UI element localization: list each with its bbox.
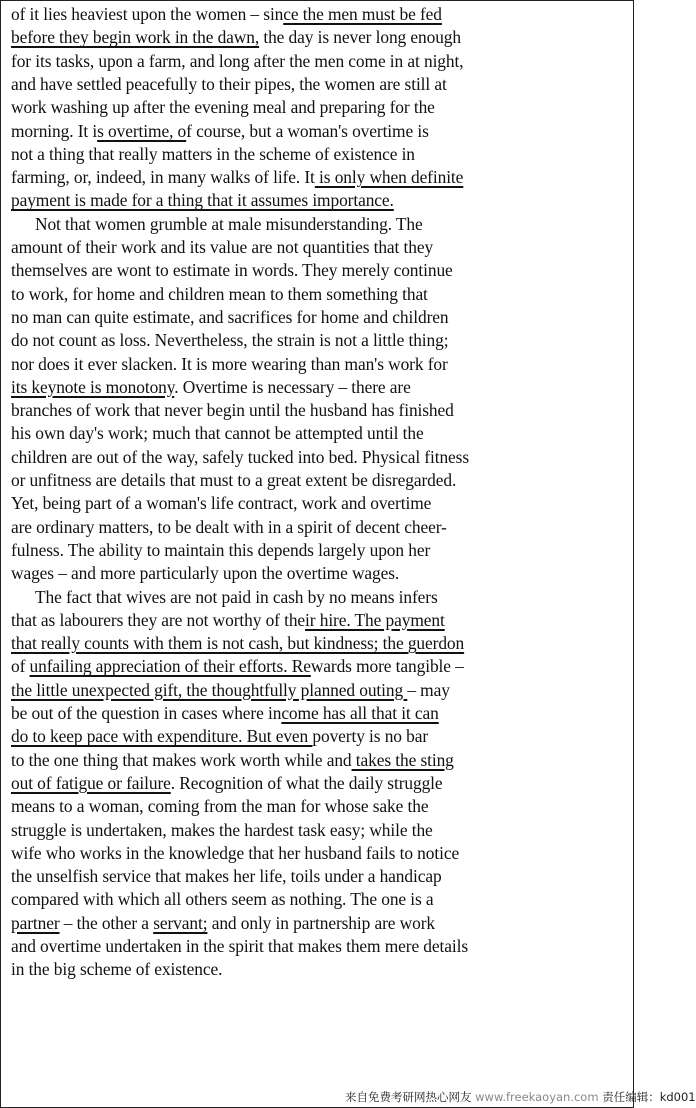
text-line: in the big scheme of existence.: [11, 959, 223, 980]
text-line: nor does it ever slacken. It is more wearing than man's work for: [11, 353, 448, 374]
text-line: Yet, being part of a woman's life contract, work and overtime: [11, 493, 432, 514]
text-line: payment is made for a thing that it assumes importance.: [11, 190, 394, 211]
text-line: do to keep pace with expenditure. But even poverty is no bar: [11, 726, 429, 747]
page-footer: [345, 1089, 696, 1105]
text-line: not a thing that really matters in the scheme of existence in: [11, 143, 415, 164]
text-line: morning. It is overtime, of course, but a woman's overtime is: [11, 120, 429, 141]
text-line: Not that women grumble at male misunderstanding. The: [35, 213, 423, 234]
text-line: that really counts with them is not cash, but kindness; the guerdon: [11, 633, 465, 654]
text-line: are ordinary matters, to be dealt with in a spirit of decent cheer-: [11, 516, 447, 537]
text-line: no man can quite estimate, and sacrifices for home and children: [11, 306, 449, 327]
footer-editor: 责任编辑：kd001: [598, 1090, 696, 1104]
footer-site: www.freekaoyan.com: [475, 1090, 599, 1104]
text-line: children are out of the way, safely tucked into bed. Physical fitness: [11, 446, 470, 467]
text-line: means to a woman, coming from the man for whose sake the: [11, 796, 429, 817]
text-line: before they begin work in the dawn, the day is never long enough: [11, 27, 461, 48]
text-line: to the one thing that makes work worth while and takes the sting: [11, 749, 454, 770]
text-line: compared with which all others seem as nothing. The one is a: [11, 889, 434, 910]
text-line: themselves are wont to estimate in words. They merely continue: [11, 260, 453, 281]
text-line: wife who works in the knowledge that her husband fails to notice: [11, 842, 460, 863]
text-line: work washing up after the evening meal and preparing for the: [11, 97, 435, 118]
text-line: and have settled peacefully to their pipes, the women are still at: [11, 73, 447, 94]
text-line: out of fatigue or failure. Recognition of what the daily struggle: [11, 772, 443, 793]
text-line: or unfitness are details that must to a great extent be disregarded.: [11, 470, 457, 490]
text-line: the little unexpected gift, the thoughtfully planned outing – may: [11, 679, 450, 700]
text-line: The fact that wives are not paid in cash by no means infers: [35, 586, 438, 607]
text-line: to work, for home and children mean to them something that: [11, 283, 428, 304]
text-line: the unselfish service that makes her life, toils under a handicap: [11, 866, 442, 887]
text-line: partner – the other a servant; and only in partnership are work: [11, 912, 435, 933]
text-line: its keynote is monotony. Overtime is necessary – there are: [11, 376, 411, 397]
text-line: be out of the question in cases where income has all that it can: [11, 703, 439, 723]
footer-source: 来自免费考研网热心网友: [345, 1090, 476, 1104]
text-line: branches of work that never begin until the husband has finished: [11, 400, 454, 421]
text-line: of unfailing appreciation of their efforts. Rewards more tangible –: [11, 656, 464, 677]
text-line: of it lies heaviest upon the women – since the men must be fed: [11, 4, 442, 24]
text-line: farming, or, indeed, in many walks of life. It is only when definite: [11, 167, 464, 188]
text-line: for its tasks, upon a farm, and long after the men come in at night,: [11, 50, 464, 71]
text-line: amount of their work and its value are not quantities that they: [11, 237, 434, 257]
text-line: his own day's work; much that cannot be attempted until the: [11, 423, 424, 444]
text-line: fulness. The ability to maintain this depends largely upon her: [11, 539, 431, 560]
text-line: do not count as loss. Nevertheless, the strain is not a little thing;: [11, 330, 449, 351]
text-line: wages – and more particularly upon the overtime wages.: [11, 563, 400, 584]
text-line: that as labourers they are not worthy of their hire. The payment: [11, 609, 445, 630]
text-line: struggle is undertaken, makes the hardest task easy; while the: [11, 819, 433, 840]
text-line: and overtime undertaken in the spirit that makes them mere details: [11, 936, 469, 956]
